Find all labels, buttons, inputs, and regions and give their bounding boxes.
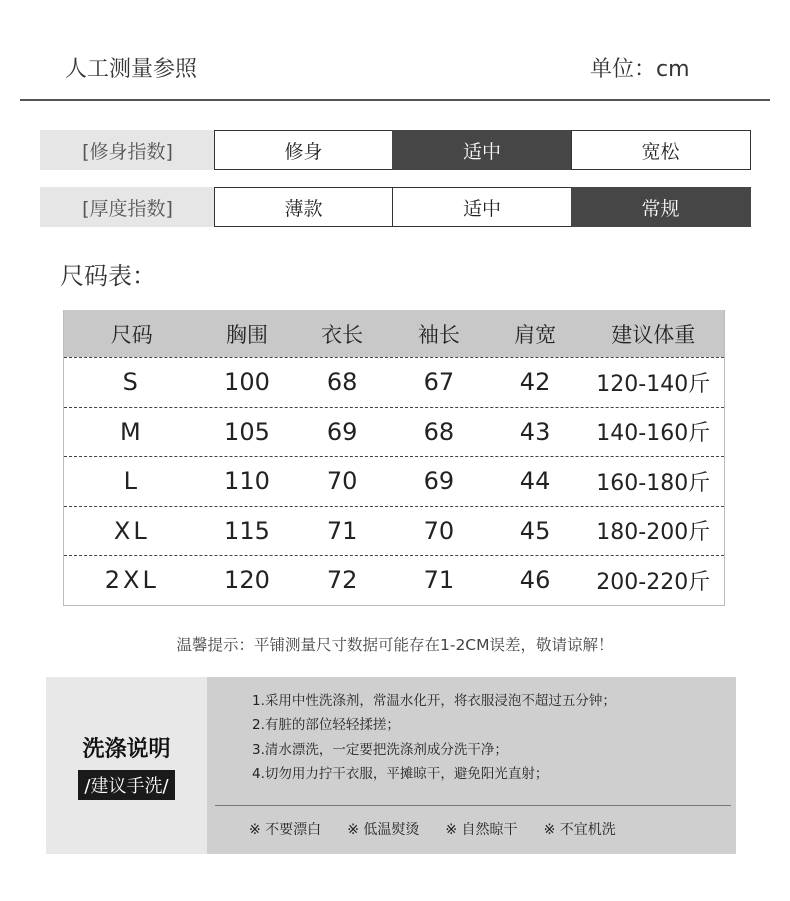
cell-size: 2XL [104, 566, 159, 595]
wash-title-block [46, 677, 207, 854]
cell-length: 68 [326, 368, 358, 397]
cell-shoulder: 45 [519, 516, 551, 545]
header-length: 衣长 [321, 322, 364, 347]
care-notes [249, 819, 616, 839]
thickness-index-row [40, 187, 753, 227]
cell-shoulder: 43 [519, 417, 551, 446]
fit-option-slim: 修身 [214, 130, 394, 170]
wash-title: 洗涤说明 [82, 736, 171, 762]
wash-step: 2.有脏的部位轻轻揉搓； [252, 717, 400, 734]
size-table [63, 310, 725, 606]
cell-size: M [119, 417, 144, 446]
hand-wash-badge: /建议手洗/ [78, 770, 174, 800]
thickness-option-medium: 适中 [392, 187, 572, 227]
care-note-no-machine: ※ 不宜机洗 [543, 822, 616, 838]
header-unit: 单位：cm [590, 57, 690, 82]
wash-steps [252, 689, 616, 786]
size-table-header [64, 310, 724, 357]
cell-size: S [122, 368, 141, 397]
header-divider [20, 99, 770, 101]
header-sleeve: 袖长 [417, 322, 460, 347]
care-note-air-dry: ※ 自然晾干 [445, 822, 518, 838]
wash-step: 1.采用中性洗涤剂，常温水化开，将衣服浸泡不超过五分钟； [252, 693, 616, 709]
cell-length: 72 [326, 566, 358, 595]
wash-divider [215, 805, 731, 806]
thickness-option-thin: 薄款 [214, 187, 394, 227]
fit-option-regular: 适中 [392, 130, 572, 170]
cell-chest: 105 [224, 417, 270, 446]
cell-chest: 115 [224, 516, 270, 545]
cell-chest: 100 [224, 368, 270, 397]
header-title: 人工测量参照 [65, 57, 198, 82]
cell-shoulder: 46 [519, 566, 551, 595]
cell-length: 70 [326, 467, 358, 496]
cell-sleeve: 67 [423, 368, 455, 397]
cell-sleeve: 70 [423, 516, 455, 545]
thickness-option-standard: 常规 [571, 187, 751, 227]
wash-step: 4.切勿用力拧干衣服，平摊晾干，避免阳光直射； [252, 765, 549, 782]
thickness-index-label: [厚度指数] [40, 187, 215, 227]
measurement-tip: 温馨提示：平铺测量尺寸数据可能存在1-2CM误差，敬请谅解！ [176, 636, 614, 654]
cell-length: 69 [326, 417, 358, 446]
cell-chest: 110 [224, 467, 270, 496]
fit-option-loose: 宽松 [571, 130, 751, 170]
cell-chest: 120 [224, 566, 270, 595]
table-row [64, 506, 724, 556]
table-row [64, 555, 724, 605]
header-weight: 建议体重 [611, 322, 696, 347]
cell-weight: 160-180斤 [596, 470, 711, 496]
cell-weight: 140-160斤 [596, 421, 711, 447]
fit-index-row [40, 130, 753, 170]
fit-index-label: [修身指数] [40, 130, 215, 170]
header-shoulder: 肩宽 [514, 322, 557, 347]
cell-sleeve: 71 [423, 566, 455, 595]
care-note-low-iron: ※ 低温熨烫 [347, 822, 420, 838]
cell-weight: 200-220斤 [596, 569, 711, 595]
cell-shoulder: 44 [519, 467, 551, 496]
cell-weight: 120-140斤 [596, 371, 711, 397]
wash-step: 3.清水漂洗，一定要把洗涤剂成分洗干净； [252, 741, 508, 758]
table-row [64, 357, 724, 407]
wash-instructions-panel [46, 677, 736, 854]
cell-size: XL [113, 516, 150, 545]
cell-weight: 180-200斤 [596, 520, 711, 546]
cell-shoulder: 42 [519, 368, 551, 397]
cell-length: 71 [326, 516, 358, 545]
wash-details [207, 677, 736, 854]
table-row [64, 407, 724, 457]
header-size: 尺码 [110, 322, 153, 347]
size-chart-heading: 尺码表： [60, 262, 156, 290]
cell-size: L [123, 467, 140, 496]
table-row [64, 456, 724, 506]
cell-sleeve: 69 [423, 467, 455, 496]
care-note-no-bleach: ※ 不要漂白 [249, 822, 322, 838]
cell-sleeve: 68 [423, 417, 455, 446]
header-chest: 胸围 [225, 322, 268, 347]
